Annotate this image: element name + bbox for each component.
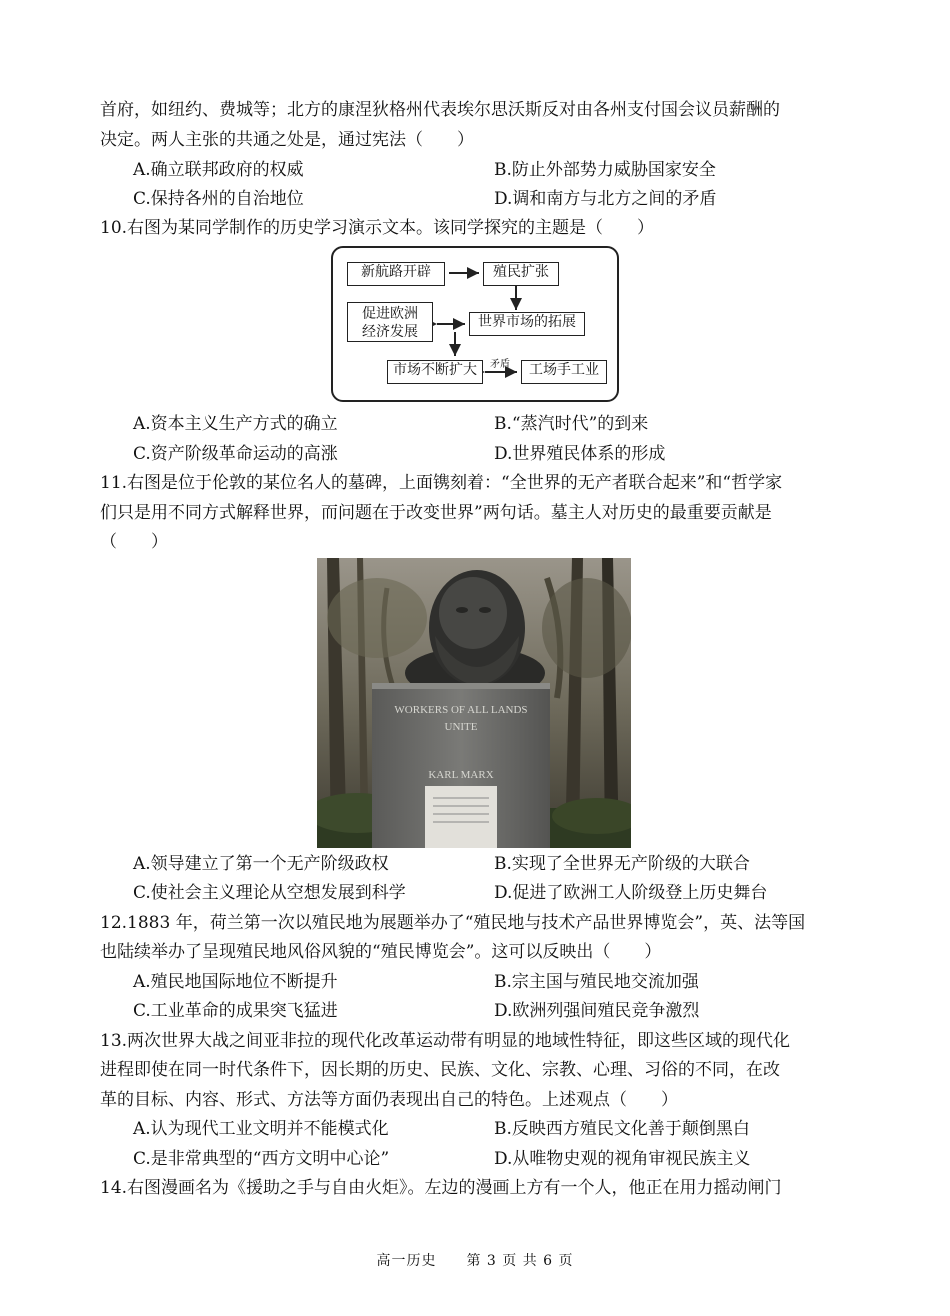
q9-stem-line2: 决定。两人主张的共通之处是，通过宪法（ ） — [100, 130, 474, 150]
q10-stem: 10.右图为某同学制作的历史学习演示文本。该同学探究的主题是（ ） — [100, 218, 655, 238]
q11-stem-line1: 11.右图是位于伦敦的某位名人的墓碑，上面镌刻着：“全世界的无产者联合起来”和“哲学家 — [100, 473, 783, 493]
q11-stem-line3: （ ） — [100, 532, 168, 552]
q13-option-c: C.是非常典型的“西方文明中心论” — [133, 1149, 390, 1169]
q13-option-b: B.反映西方殖民文化善于颠倒黑白 — [494, 1119, 750, 1139]
inscription-unite: UNITE — [444, 721, 478, 733]
box-expanding-market: 市场不断扩大 — [387, 360, 483, 384]
q9-option-d: D.调和南方与北方之间的矛盾 — [494, 189, 717, 209]
q10-option-b: B.“蒸汽时代”的到来 — [494, 414, 649, 434]
q14-stem-line1: 14.右图漫画名为《援助之手与自由火炬》。左边的漫画上方有一个人，他正在用力摇动闸门 — [100, 1178, 782, 1198]
inscription-name: KARL MARX — [428, 769, 494, 781]
q10-flow-diagram — [331, 246, 619, 402]
q11-stem-line2: 们只是用不同方式解释世界，而问题在于改变世界”两句话。墓主人对历史的最重要贡献是 — [100, 503, 772, 523]
q13-stem-line3: 革的目标、内容、形式、方法等方面仍表现出自己的特色。上述观点（ ） — [100, 1090, 678, 1110]
q13-option-a: A.认为现代工业文明并不能模式化 — [133, 1119, 389, 1139]
box-new-route: 新航路开辟 — [347, 262, 445, 286]
box-promote-economy — [347, 302, 433, 342]
q12-stem-line2: 也陆续举办了呈现殖民地风俗风貌的“殖民博览会”。这可以反映出（ ） — [100, 942, 662, 962]
q11-option-a: A.领导建立了第一个无产阶级政权 — [133, 854, 389, 874]
q12-stem-line1: 12.1883 年，荷兰第一次以殖民地为展题举办了“殖民地与技术产品世界博览会”，英、法等国 — [100, 913, 806, 933]
marx-tomb-photo — [317, 558, 631, 848]
q10-option-a: A.资本主义生产方式的确立 — [133, 414, 338, 434]
inscription-workers: WORKERS OF ALL LANDS — [394, 704, 528, 716]
box-promote-line2: 经济发展 — [362, 324, 418, 340]
label-contradiction: 矛盾 — [490, 359, 510, 370]
q9-option-c: C.保持各州的自治地位 — [133, 189, 304, 209]
q12-option-d: D.欧洲列强间殖民竞争激烈 — [494, 1001, 700, 1021]
q12-option-a: A.殖民地国际地位不断提升 — [133, 972, 338, 992]
q13-stem-line2: 进程即使在同一时代条件下，因长期的历史、民族、文化、宗教、心理、习俗的不同，在改 — [100, 1060, 780, 1080]
q11-option-c: C.使社会主义理论从空想发展到科学 — [133, 883, 406, 903]
box-colonial-expansion: 殖民扩张 — [483, 262, 559, 286]
q12-option-b: B.宗主国与殖民地交流加强 — [494, 972, 699, 992]
q10-option-d: D.世界殖民体系的形成 — [494, 444, 666, 464]
page-footer: 高一历史 第 3 页 共 6 页 — [376, 1253, 574, 1269]
q9-option-b: B.防止外部势力威胁国家安全 — [494, 160, 716, 180]
q13-stem-line1: 13.两次世界大战之间亚非拉的现代化改革运动带有明显的地域性特征，即这些区域的现代化 — [100, 1031, 791, 1051]
q11-option-d: D.促进了欧洲工人阶级登上历史舞台 — [494, 883, 768, 903]
q9-stem-line1: 首府，如纽约、费城等；北方的康涅狄格州代表埃尔思沃斯反对由各州支付国会议员薪酬的 — [100, 100, 780, 120]
q12-option-c: C.工业革命的成果突飞猛进 — [133, 1001, 338, 1021]
box-world-market: 世界市场的拓展 — [469, 312, 585, 336]
q10-option-c: C.资产阶级革命运动的高涨 — [133, 444, 338, 464]
q13-option-d: D.从唯物史观的视角审视民族主义 — [494, 1149, 751, 1169]
q9-option-a: A.确立联邦政府的权威 — [133, 160, 304, 180]
box-workshop: 工场手工业 — [521, 360, 607, 384]
q11-option-b: B.实现了全世界无产阶级的大联合 — [494, 854, 750, 874]
box-promote-line1: 促进欧洲 — [362, 306, 418, 322]
